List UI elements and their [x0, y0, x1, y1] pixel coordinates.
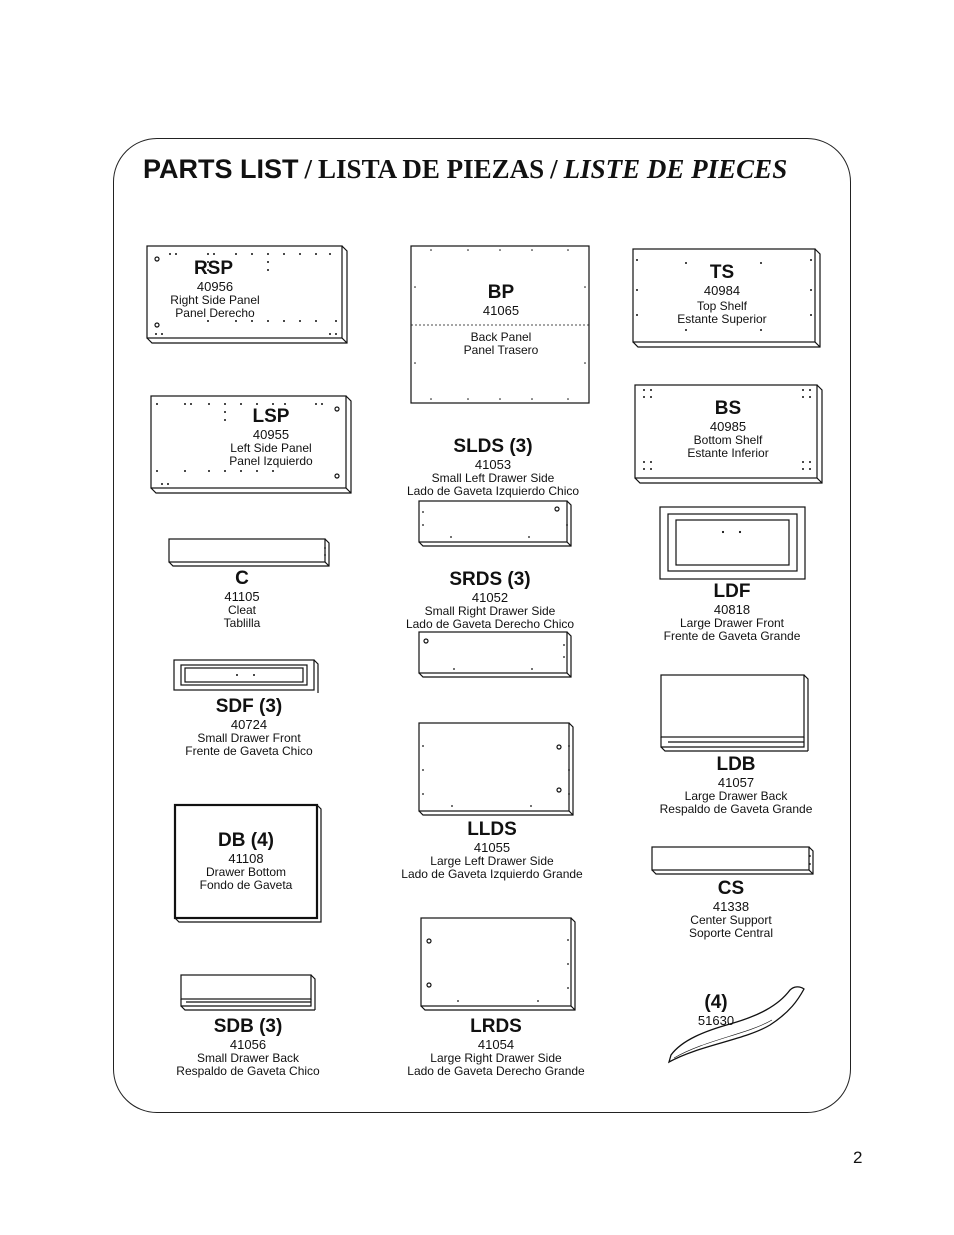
part-number: 40956	[196, 279, 234, 294]
part-label-db	[176, 830, 316, 892]
part-code: BP	[487, 282, 515, 303]
part-number: 41338	[712, 899, 750, 914]
part-description-es: Frente de Gaveta Grande	[663, 629, 801, 643]
part-code: SLDS (3)	[453, 436, 533, 457]
part-description-en: Left Side Panel	[230, 441, 312, 455]
part-label-ts	[647, 262, 797, 326]
part-number: 41053	[474, 457, 512, 472]
part-number: 41056	[229, 1037, 267, 1052]
part-label-llds	[382, 819, 602, 881]
part-label-sdb	[158, 1016, 338, 1078]
part-number: 41054	[477, 1037, 515, 1052]
part-description-es: Respaldo de Gaveta Chico	[176, 1064, 320, 1078]
cs-illustration	[652, 847, 813, 874]
part-code: LDB	[716, 754, 756, 775]
part-code: TS	[709, 262, 735, 283]
lrds-illustration	[421, 918, 575, 1010]
part-description-en: Large Right Drawer Side	[430, 1051, 562, 1065]
part-label-ldb	[636, 754, 836, 816]
part-description-es: Panel Trasero	[463, 343, 539, 357]
part-number: 40984	[703, 283, 741, 298]
part-description-es: Respaldo de Gaveta Grande	[659, 802, 813, 816]
part-description-es: Soporte Central	[688, 926, 774, 940]
part-number: 41105	[224, 589, 260, 604]
part-description-es: Tablilla	[223, 616, 261, 630]
part-code: CS	[717, 878, 745, 899]
part-description-es: Fondo de Gaveta	[199, 878, 293, 892]
part-description-en: Small Drawer Back	[196, 1051, 300, 1065]
part-description-en: Large Drawer Back	[684, 789, 788, 803]
part-number: 40985	[709, 419, 747, 434]
part-label-cs	[661, 878, 801, 940]
c-illustration	[169, 539, 329, 566]
part-code: SDF (3)	[215, 696, 283, 717]
sdb-illustration	[181, 975, 315, 1010]
part-label-srds	[380, 569, 600, 631]
srds-illustration	[419, 632, 571, 677]
part-code: C	[235, 568, 249, 589]
part-label-lsp	[196, 406, 346, 468]
title-english: PARTS LIST	[143, 154, 299, 184]
title-spanish: LISTA DE PIEZAS	[318, 154, 545, 184]
part-code: LSP	[252, 406, 290, 427]
part-description-en: Cleat	[227, 603, 256, 617]
part-description-es: Estante Superior	[677, 312, 767, 326]
part-number: 41065	[482, 303, 520, 318]
part-label-slds	[383, 436, 603, 498]
part-number: 40724	[230, 717, 268, 732]
part-code: LDF	[713, 581, 751, 602]
part-description-es: Frente de Gaveta Chico	[185, 744, 313, 758]
part-code: (4)	[704, 992, 728, 1013]
part-number: 41108	[228, 851, 264, 866]
slds-illustration	[419, 501, 571, 546]
part-label-rsp	[140, 258, 290, 320]
part-description-en: Small Right Drawer Side	[424, 604, 556, 618]
part-description-es: Lado de Gaveta Derecho Grande	[407, 1064, 585, 1078]
ldf-illustration	[660, 507, 805, 579]
part-description-en: Bottom Shelf	[693, 433, 763, 447]
ldb-illustration	[661, 675, 808, 751]
part-description-es: Lado de Gaveta Derecho Chico	[405, 617, 575, 631]
part-description-es: Panel Derecho	[175, 306, 255, 320]
part-description-en: Top Shelf	[696, 299, 748, 313]
part-label-bs	[653, 398, 803, 460]
title-french: LISTE DE PIECES	[563, 154, 788, 184]
llds-illustration	[419, 723, 573, 815]
part-description-en: Right Side Panel	[170, 293, 260, 307]
part-description-en: Back Panel	[470, 330, 532, 344]
part-label-sdf	[159, 696, 339, 758]
part-description-en: Large Drawer Front	[679, 616, 785, 630]
part-code: RSP	[193, 258, 234, 279]
part-code: BS	[714, 398, 742, 419]
page-number: 2	[853, 1148, 863, 1167]
part-code: DB (4)	[218, 830, 274, 851]
part-label-ldf	[632, 581, 832, 643]
part-code: SDB (3)	[213, 1016, 283, 1037]
part-number: 51630	[697, 1013, 735, 1028]
part-description-es: Panel Izquierdo	[229, 454, 313, 468]
title-separator: /	[304, 154, 313, 184]
part-number: 41055	[473, 840, 511, 855]
part-label-handle	[676, 992, 756, 1028]
part-description-en: Drawer Bottom	[205, 865, 287, 879]
part-code: LRDS	[470, 1016, 522, 1037]
part-description-es: Lado de Gaveta Izquierdo Grande	[401, 867, 583, 881]
sdf-illustration	[174, 660, 318, 693]
part-label-bp	[426, 282, 576, 357]
part-description-en: Large Left Drawer Side	[430, 854, 554, 868]
part-label-c	[192, 568, 292, 630]
part-description-en: Small Drawer Front	[197, 731, 301, 745]
part-description-en: Center Support	[690, 913, 772, 927]
part-description-es: Estante Inferior	[687, 446, 769, 460]
part-number: 40818	[713, 602, 751, 617]
title-separator: /	[550, 154, 558, 184]
part-number: 41057	[717, 775, 755, 790]
part-code: SRDS (3)	[449, 569, 531, 590]
part-label-lrds	[386, 1016, 606, 1078]
part-description-es: Lado de Gaveta Izquierdo Chico	[406, 484, 580, 498]
part-description-en: Small Left Drawer Side	[431, 471, 555, 485]
part-number: 41052	[471, 590, 509, 605]
part-code: LLDS	[467, 819, 517, 840]
part-number: 40955	[252, 427, 290, 442]
